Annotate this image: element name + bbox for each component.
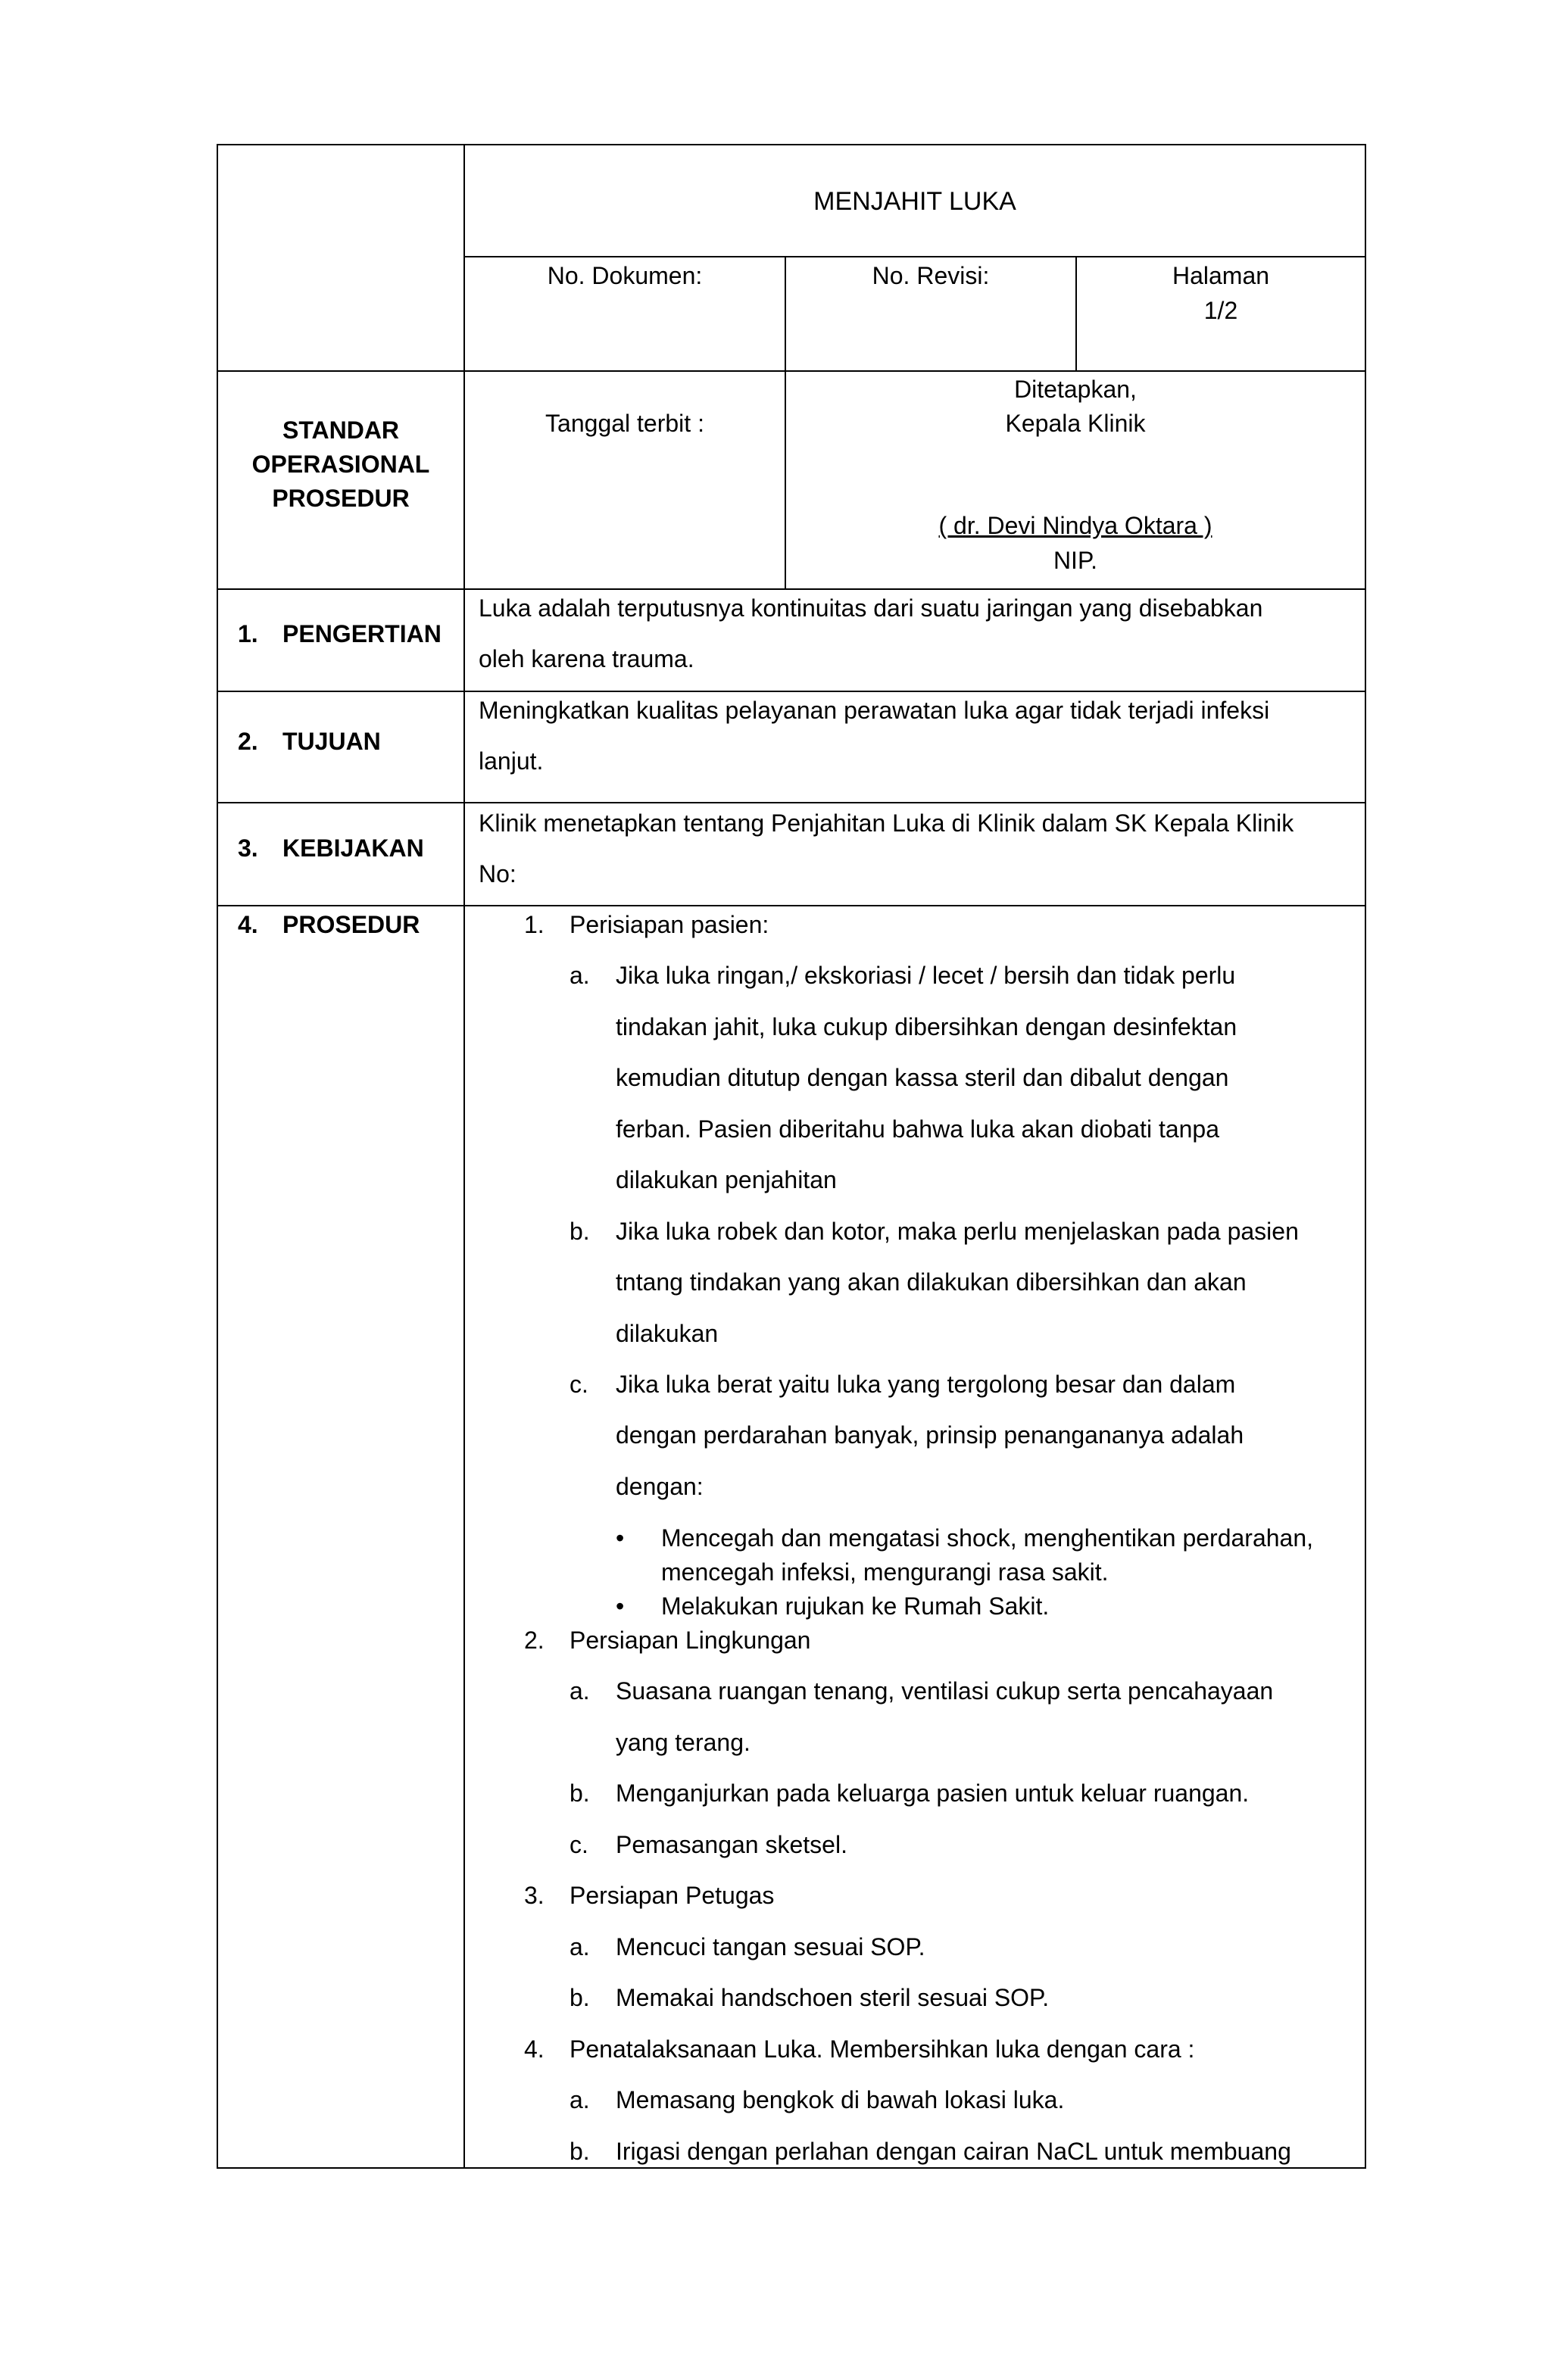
tanggal-terbit-label: Tanggal terbit :	[545, 410, 704, 437]
prosedur-line: Persiapan Lingkungan	[570, 1627, 811, 1654]
prosedur-line: Memakai handschoen steril sesuai SOP.	[616, 1984, 1050, 2011]
row-divider-pengertian	[217, 691, 1366, 692]
ditetapkan-label: Ditetapkan,	[1014, 376, 1137, 403]
prosedur-marker: 3.	[524, 1882, 545, 1909]
nip-label: NIP.	[1053, 547, 1098, 574]
row-divider-kebijakan	[217, 905, 1366, 906]
halaman-label: Halaman	[1172, 262, 1270, 289]
section-number-prosedur: 4.	[238, 911, 258, 938]
prosedur-marker: b.	[570, 2138, 590, 2165]
kebijakan-text-line1: Klinik menetapkan tentang Penjahitan Luka di Klinik dalam SK Kepala Klinik	[479, 809, 1294, 837]
tujuan-text-line2: lanjut.	[479, 747, 544, 775]
pengertian-text-line1: Luka adalah terputusnya kontinuitas dari suatu jaringan yang disebabkan	[479, 594, 1263, 622]
table-border-top	[217, 144, 1366, 145]
kebijakan-text-line2: No:	[479, 860, 516, 887]
prosedur-marker: b.	[570, 1218, 590, 1245]
prosedur-marker: 1.	[524, 911, 545, 938]
signer-name: ( dr. Devi Nindya Oktara )	[938, 512, 1212, 539]
sop-label-line1: STANDAR	[282, 416, 400, 444]
no-dokumen-label: No. Dokumen:	[547, 262, 703, 289]
pengertian-text-line2: oleh karena trauma.	[479, 645, 694, 672]
prosedur-line: yang terang.	[616, 1729, 751, 1756]
prosedur-line: Perisiapan pasien:	[570, 911, 769, 938]
sop-label-line2: OPERASIONAL	[251, 451, 430, 478]
prosedur-line: Irigasi dengan perlahan dengan cairan NaCL untuk membuang	[616, 2138, 1291, 2165]
bullet-marker: •	[616, 1592, 625, 1620]
prosedur-line: dilakukan penjahitan	[616, 1166, 837, 1193]
prosedur-marker: a.	[570, 1933, 590, 1960]
prosedur-marker: b.	[570, 1984, 590, 2011]
section-label-pengertian: PENGERTIAN	[282, 620, 442, 647]
prosedur-line: Jika luka ringan,/ ekskoriasi / lecet / bersih dan tidak perlu	[616, 962, 1236, 989]
prosedur-marker: a.	[570, 2086, 590, 2113]
row-divider-tujuan	[217, 802, 1366, 803]
prosedur-marker: a.	[570, 962, 590, 989]
prosedur-marker: a.	[570, 1677, 590, 1705]
page-title: MENJAHIT LUKA	[813, 187, 1016, 216]
halaman-value: 1/2	[1203, 297, 1238, 324]
row-divider-title	[463, 256, 1366, 257]
section-label-tujuan: TUJUAN	[282, 728, 381, 755]
section-number-kebijakan: 3.	[238, 834, 258, 862]
kepala-klinik-label: Kepala Klinik	[1005, 410, 1146, 437]
prosedur-line: dengan:	[616, 1473, 704, 1500]
prosedur-line: tntang tindakan yang akan dilakukan dibersihkan dan akan	[616, 1268, 1247, 1296]
prosedur-line: Menganjurkan pada keluarga pasien untuk keluar ruangan.	[616, 1780, 1250, 1807]
prosedur-marker: 4.	[524, 2035, 545, 2063]
prosedur-line: Memasang bengkok di bawah lokasi luka.	[616, 2086, 1065, 2113]
prosedur-line: Mencuci tangan sesuai SOP.	[616, 1933, 925, 1960]
row-divider-docinfo	[217, 370, 1366, 372]
bullet-marker: •	[616, 1524, 625, 1552]
prosedur-line: Mencegah dan mengatasi shock, menghentikan perdarahan,	[661, 1524, 1314, 1552]
section-number-tujuan: 2.	[238, 728, 258, 755]
prosedur-line: Melakukan rujukan ke Rumah Sakit.	[661, 1592, 1050, 1620]
section-label-kebijakan: KEBIJAKAN	[282, 834, 424, 862]
sop-label-line3: PROSEDUR	[272, 485, 410, 512]
prosedur-line: Pemasangan sketsel.	[616, 1831, 847, 1858]
section-number-pengertian: 1.	[238, 620, 258, 647]
prosedur-line: Penatalaksanaan Luka. Membersihkan luka dengan cara :	[570, 2035, 1195, 2063]
prosedur-line: Jika luka robek dan kotor, maka perlu menjelaskan pada pasien	[616, 1218, 1299, 1245]
column-divider-main	[463, 144, 465, 2169]
prosedur-line: kemudian ditutup dengan kassa steril dan dibalut dengan	[616, 1064, 1229, 1091]
prosedur-line: tindakan jahit, luka cukup dibersihkan dengan desinfektan	[616, 1013, 1237, 1040]
prosedur-line: dengan perdarahan banyak, prinsip penangananya adalah	[616, 1421, 1244, 1449]
tujuan-text-line1: Meningkatkan kualitas pelayanan perawatan luka agar tidak terjadi infeksi	[479, 697, 1270, 724]
prosedur-line: Suasana ruangan tenang, ventilasi cukup serta pencahayaan	[616, 1677, 1274, 1705]
prosedur-marker: c.	[570, 1831, 588, 1858]
prosedur-line: mencegah infeksi, mengurangi rasa sakit.	[661, 1558, 1109, 1586]
section-label-prosedur: PROSEDUR	[282, 911, 420, 938]
prosedur-line: Jika luka berat yaitu luka yang tergolong besar dan dalam	[616, 1371, 1236, 1398]
prosedur-line: Persiapan Petugas	[570, 1882, 775, 1909]
prosedur-marker: 2.	[524, 1627, 545, 1654]
no-revisi-label: No. Revisi:	[872, 262, 990, 289]
prosedur-marker: b.	[570, 1780, 590, 1807]
prosedur-marker: c.	[570, 1371, 588, 1398]
table-border-right	[1365, 144, 1366, 2169]
row-divider-sop	[217, 588, 1366, 590]
prosedur-line: dilakukan	[616, 1320, 719, 1347]
prosedur-line: ferban. Pasien diberitahu bahwa luka akan diobati tanpa	[616, 1115, 1220, 1143]
